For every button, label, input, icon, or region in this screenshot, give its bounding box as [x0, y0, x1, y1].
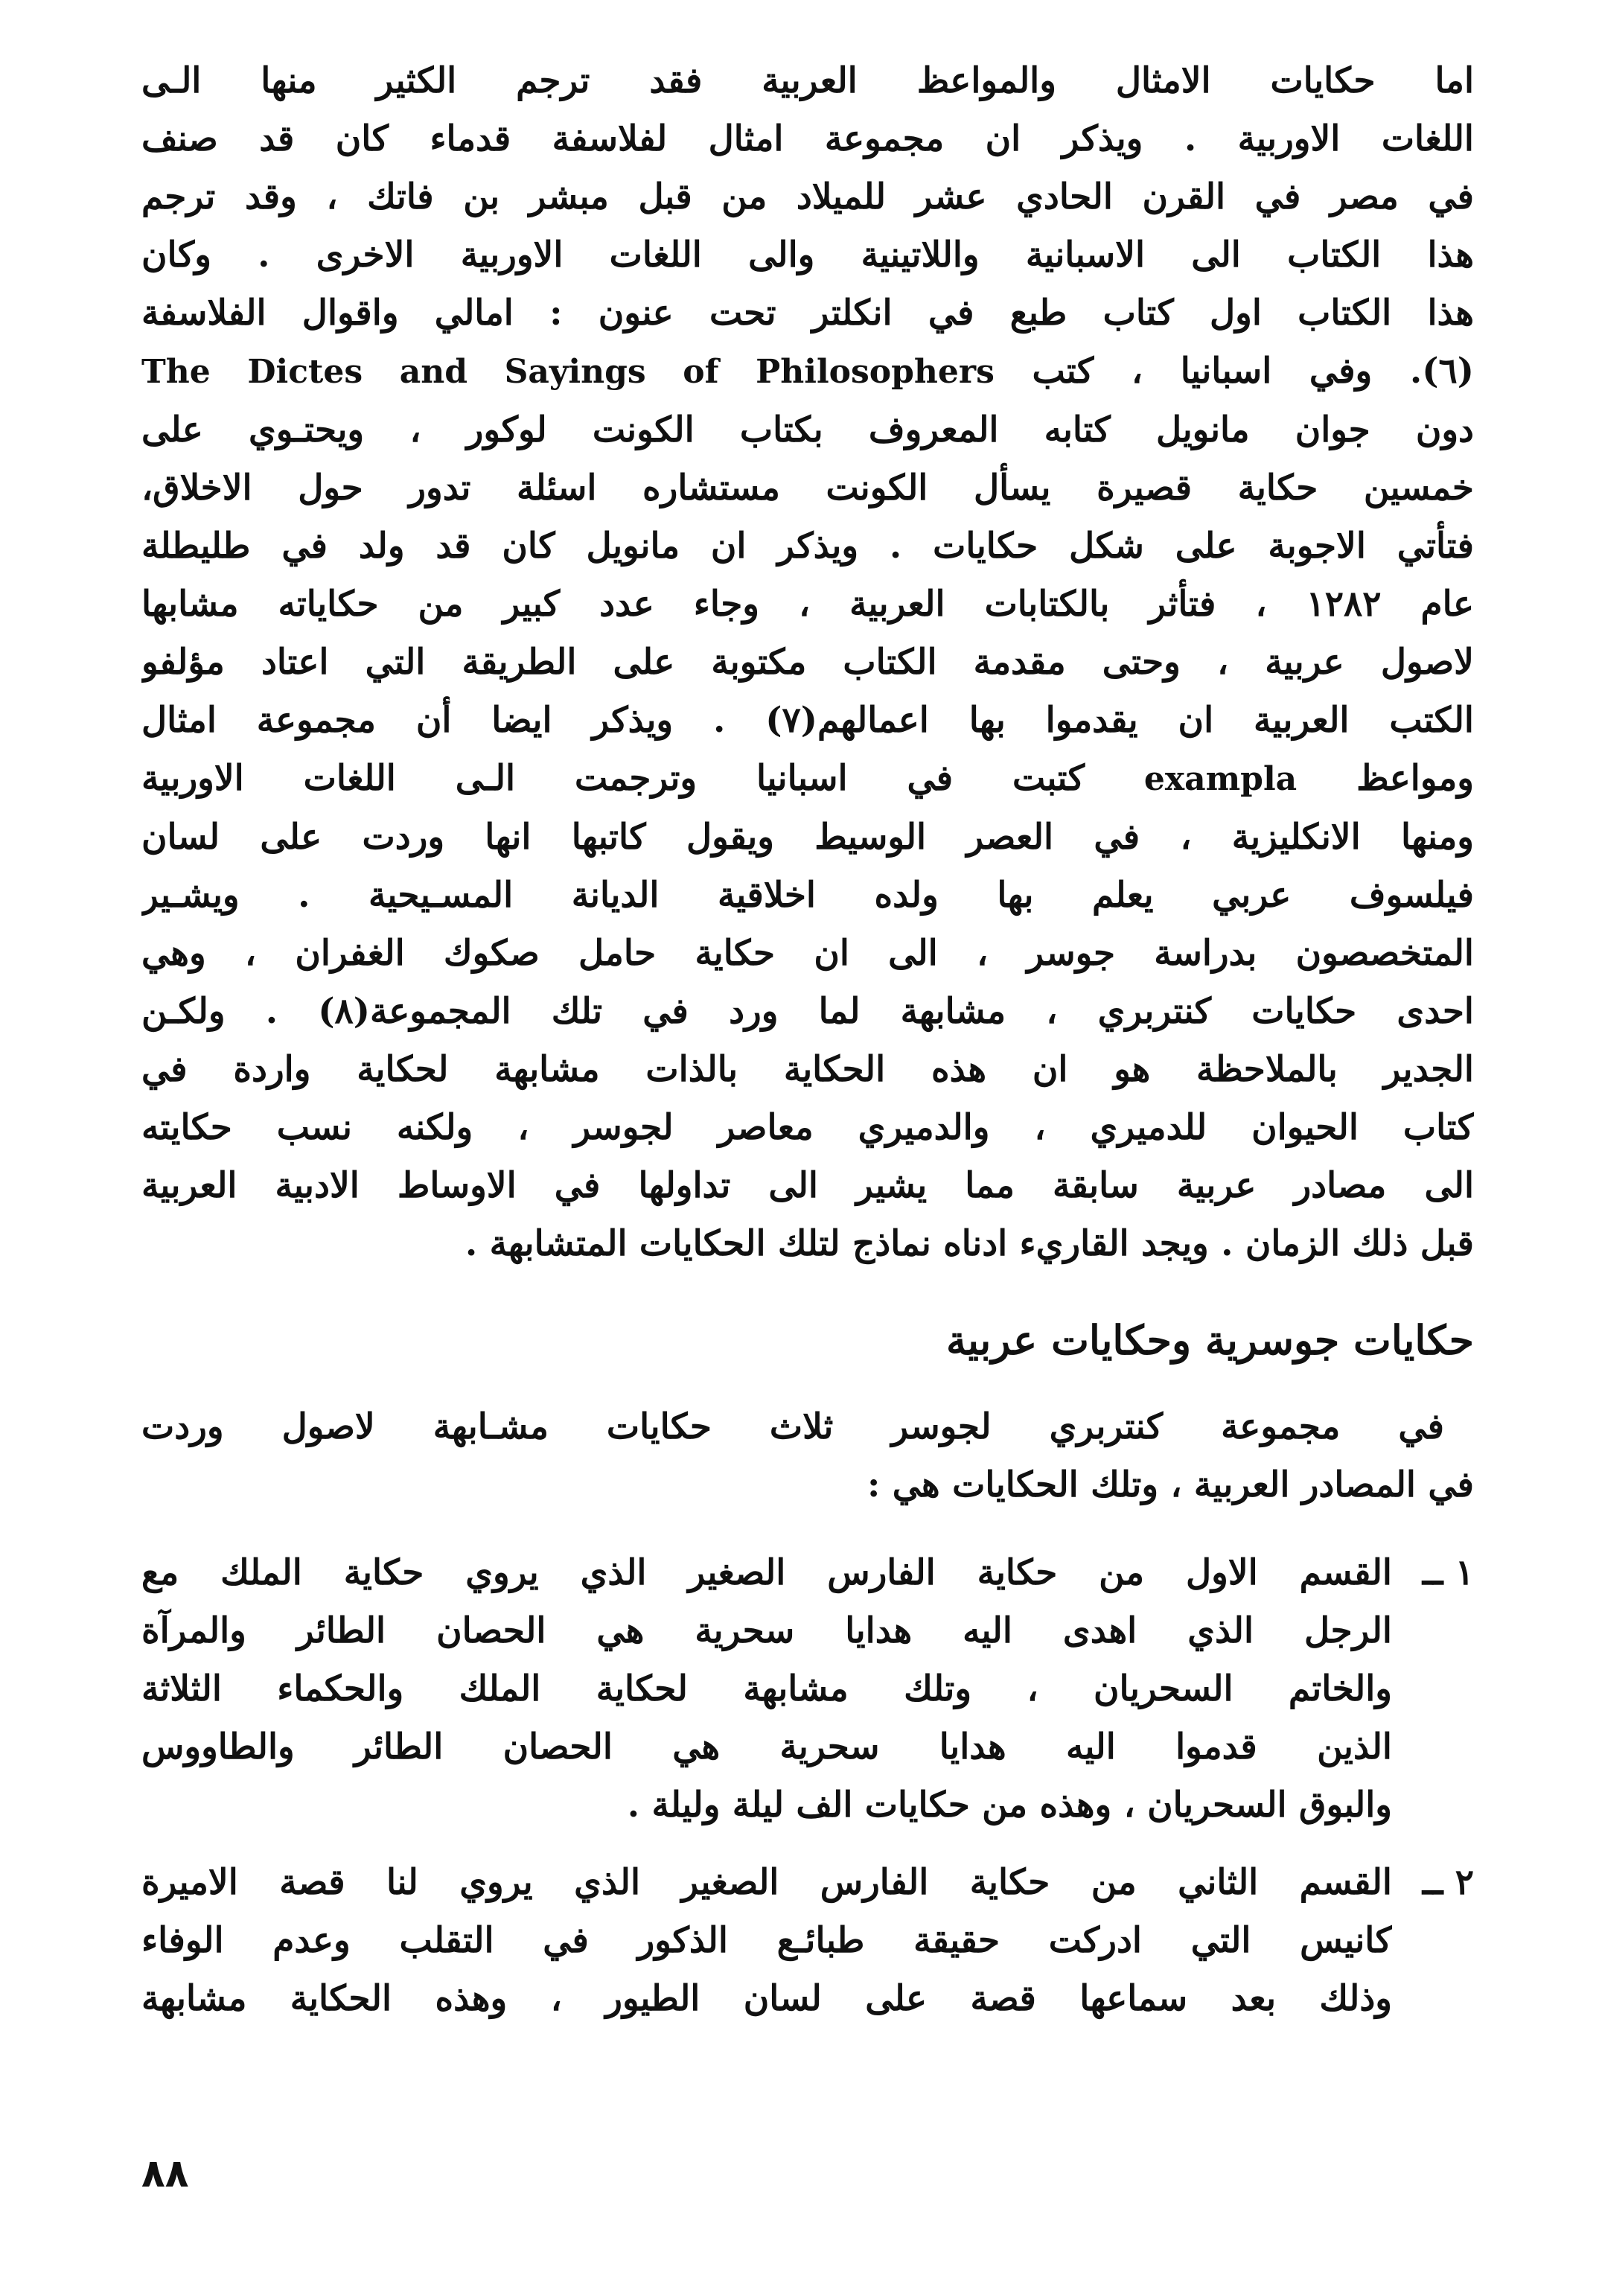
- paragraph-translations: [141, 52, 1474, 1273]
- text-line: ومنها الانكليزية ، في العصر الوسيط ويقول كاتبها انها وردت على لسان: [141, 817, 1474, 858]
- text-line: والبوق السحريان ، وهذه من حكايات الف ليلة وليلة .: [627, 1785, 1392, 1825]
- text-line: الجدير بالملاحظة هو ان هذه الحكاية بالذات مشابهة لحكاية واردة في: [141, 1049, 1474, 1090]
- text-line: القسم الثاني من حكاية الفارس الصغير الذي يروي لنا قصة الاميرة: [141, 1862, 1392, 1903]
- text-line: هذا الكتاب الى الاسبانية واللاتينية والى اللغات الاوربية الاخرى . وكان: [141, 235, 1474, 275]
- text-line: في مصر في القرن الحادي عشر للميلاد من قبل مبشر بن فاتك ، وقد ترجم: [141, 176, 1474, 217]
- text-line: هذا الكتاب اول كتاب طبع في انكلتر تحت عنون : امالي واقوال الفلاسفة: [141, 293, 1474, 334]
- text-line: والخاتم السحريان ، وتلك مشابهة لحكاية الملك والحكماء الثلاثة: [141, 1668, 1392, 1709]
- text-line: لاصول عربية ، وحتى مقدمة الكتاب مكتوبة على الطريقة التي اعتاد مؤلفو: [141, 642, 1474, 683]
- section-heading: حكايات جوسرية وحكايات عربية: [945, 1316, 1474, 1364]
- text-line: دون جوان مانويل كتابه المعروف بكتاب الكونت لوكور ، ويحتـوي على: [141, 409, 1474, 450]
- list-item: [141, 1544, 1474, 1834]
- text-line: اما حكايات الامثال والمواعظ العربية فقد ترجم الكثير منها الـى: [141, 60, 1474, 101]
- paragraph-intro: [141, 1398, 1474, 1514]
- text-line-arabic-part: (٦). وفي اسبانيا ، كتب: [1032, 351, 1474, 392]
- text-line-arabic-part: كتبت في اسبانيا وترجمت الـى اللغات الاوربية: [141, 758, 1085, 799]
- list-item: [141, 1854, 1474, 2028]
- text-line: احدى حكايات كنتربري ، مشابهة لما ورد في تلك المجموعة(٨) . ولكـن: [141, 991, 1474, 1032]
- text-line: خمسين حكاية قصيرة يسأل الكونت مستشاره اسئلة تدور حول الاخلاق،: [141, 468, 1474, 508]
- page-number: ٨٨: [141, 2152, 189, 2196]
- list-item-number: ٢ ــ: [1422, 1862, 1474, 1903]
- text-line-mixed: [141, 342, 1474, 401]
- text-line: فتأتي الاجوبة على شكل حكايات . ويذكر ان مانويل كان قد ولد في طليطلة: [141, 526, 1474, 567]
- text-line: قبل ذلك الزمان . ويجد القاريء ادناه نماذج لتلك الحكايات المتشابهة .: [465, 1223, 1474, 1264]
- text-line: فيلسوف عربي يعلم بها ولده اخلاقية الديانة المسـيحية . ويشـير: [141, 875, 1474, 916]
- text-line: اللغات الاوربية . ويذكر ان مجموعة امثال لفلاسفة قدماء كان قد صنف: [141, 118, 1474, 159]
- text-line: في المصادر العربية ، وتلك الحكايات هي :: [867, 1464, 1474, 1505]
- text-line: كتاب الحيوان للدميري ، والدميري معاصر لجوسر ، ولكنه نسب حكايته: [141, 1107, 1474, 1148]
- list-item-number: ١ ــ: [1422, 1552, 1474, 1593]
- text-line-mixed: [141, 750, 1474, 809]
- text-line-arabic-part: ومواعظ: [1356, 758, 1474, 799]
- book-page: [141, 52, 1474, 2256]
- text-line: الرجل الذي اهدى اليه هدايا سحرية هي الحصان الطائر والمرآة: [141, 1610, 1392, 1651]
- text-line: المتخصصون بدراسة جوسر ، الى ان حكاية حامل صكوك الغفران ، وهي: [141, 933, 1474, 974]
- text-line: الكتب العربية ان يقدموا بها اعمالهم(٧) . ويذكر ايضا أن مجموعة امثال: [141, 700, 1474, 741]
- english-term: exampla: [1143, 760, 1298, 798]
- text-line: كانيس التي ادركت حقيقة طبائـع الذكور في التقلب وعدم الوفاء: [141, 1920, 1392, 1961]
- text-line: الذين قدموا اليه هدايا سحرية هي الحصان الطائر والطاووس: [141, 1726, 1392, 1767]
- text-line: القسم الاول من حكاية الفارس الصغير الذي يروي حكاية الملك مع: [141, 1552, 1392, 1593]
- english-book-title: The Dictes and Sayings of Philosophers: [141, 353, 995, 391]
- list-item-body: [141, 1854, 1392, 2028]
- text-line: في مجموعة كنتربري لجوسر ثلاث حكايات مشـابهة لاصول وردت: [141, 1406, 1444, 1447]
- text-line: الى مصادر عربية سابقة مما يشير الى تداولها في الاوساط الادبية العربية: [141, 1165, 1474, 1206]
- text-line: عام ١٢٨٢ ، فتأثر بالكتابات العربية ، وجاء عدد كبير من حكاياته مشابها: [141, 584, 1474, 625]
- list-item-body: [141, 1544, 1392, 1834]
- text-line: وذلك بعد سماعها قصة على لسان الطيور ، وهذه الحكاية مشابهة: [141, 1978, 1392, 2019]
